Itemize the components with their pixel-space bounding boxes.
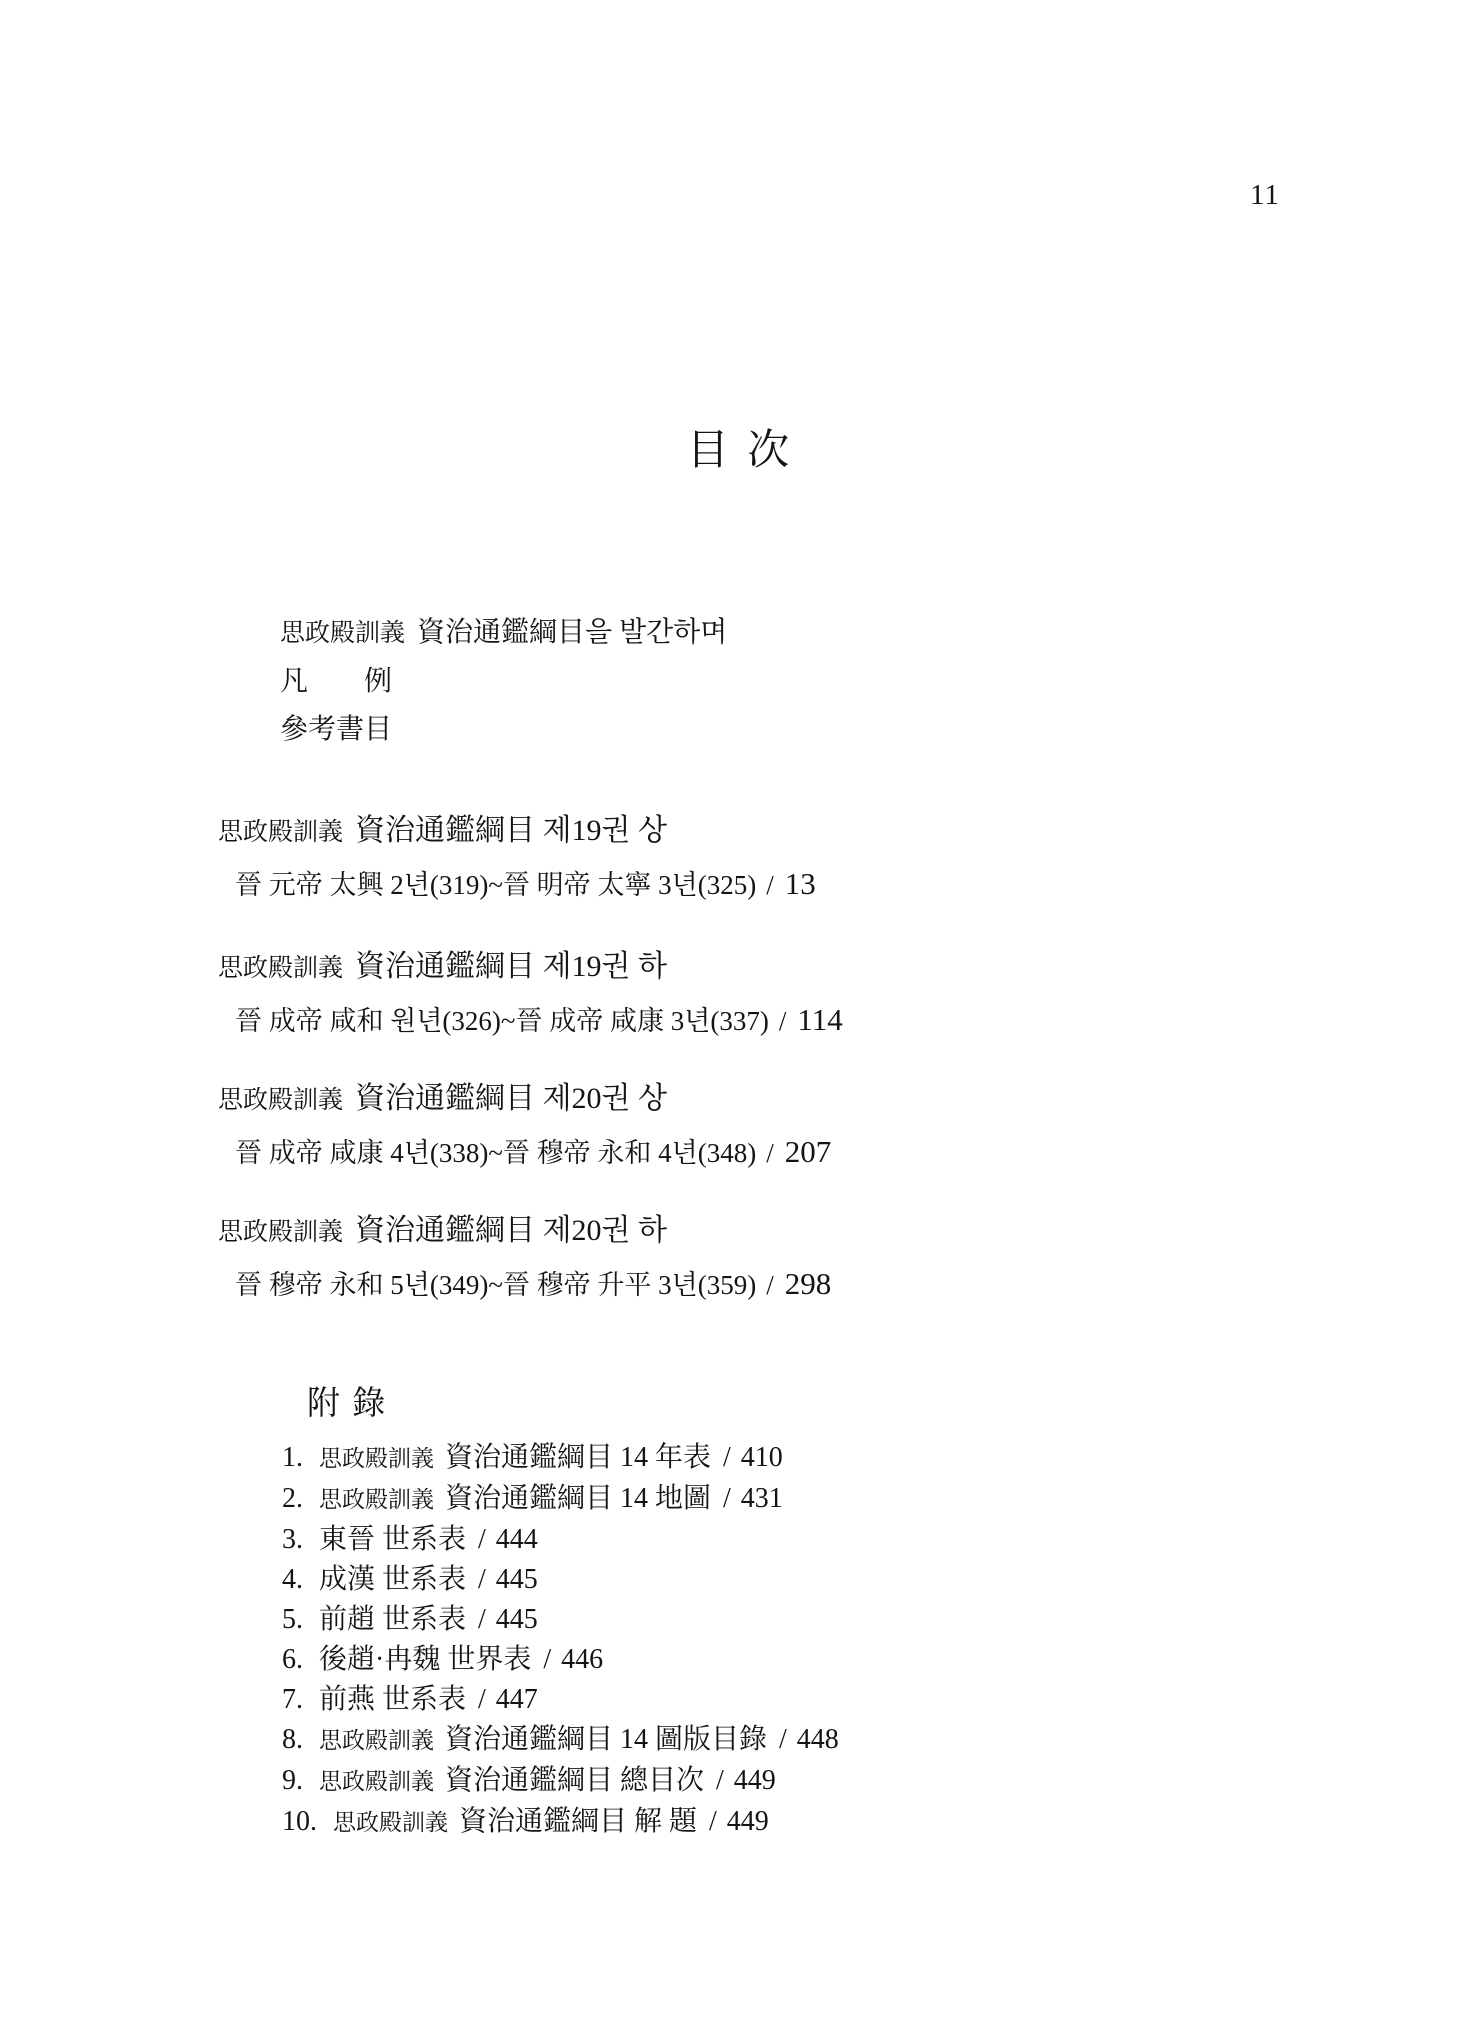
item-number: 6.	[282, 1644, 303, 1675]
date-range: 晉 元帝 太興 2년(319)~晉 明帝 太寧 3년(325)	[235, 870, 757, 900]
front-matter-item	[280, 658, 727, 706]
front-matter-item	[280, 609, 727, 658]
section-heading	[218, 812, 816, 852]
item-page-number: 448	[796, 1724, 839, 1755]
item-number: 7.	[282, 1684, 303, 1715]
page-separator: /	[766, 870, 774, 900]
series-prefix: 思政殿訓義	[319, 1446, 434, 1471]
appendix-item	[282, 1680, 839, 1720]
front-matter-label: 資治通鑑綱目을 발간하며	[417, 617, 728, 648]
appendix-item	[282, 1802, 839, 1843]
item-number: 2.	[282, 1483, 303, 1514]
page-separator: /	[709, 1806, 717, 1837]
page-separator: /	[478, 1564, 486, 1595]
toc-section	[218, 1212, 831, 1304]
section-heading	[218, 948, 843, 988]
item-title: 東晉 世系表	[319, 1524, 467, 1555]
appendix-item	[282, 1761, 839, 1802]
item-number: 5.	[282, 1604, 303, 1635]
section-page-number: 207	[784, 1134, 832, 1169]
toc-section	[218, 948, 843, 1040]
series-prefix: 思政殿訓義	[319, 1487, 434, 1512]
section-title: 資治通鑑綱目 제20권 하	[355, 1214, 667, 1247]
series-prefix: 思政殿訓義	[319, 1728, 434, 1753]
section-title: 資治通鑑綱目 제20권 상	[355, 1082, 667, 1115]
item-page-number: 445	[495, 1564, 538, 1595]
section-range-line	[235, 1265, 831, 1304]
section-heading	[218, 1212, 831, 1252]
item-number: 8.	[282, 1724, 303, 1755]
section-heading	[218, 1080, 831, 1120]
appendix-item	[282, 1520, 839, 1560]
page-separator: /	[478, 1684, 486, 1715]
page-separator: /	[716, 1765, 724, 1796]
front-matter-item	[280, 706, 727, 754]
date-range: 晉 成帝 咸康 4년(338)~晉 穆帝 永和 4년(348)	[235, 1138, 757, 1168]
appendix-item	[282, 1438, 839, 1479]
section-page-number: 13	[784, 866, 816, 901]
item-title: 成漢 世系表	[319, 1564, 467, 1595]
section-title: 資治通鑑綱目 제19권 상	[355, 814, 667, 847]
item-title: 資治通鑑綱目 總目次	[445, 1765, 705, 1796]
series-prefix: 思政殿訓義	[319, 1769, 434, 1794]
series-prefix: 思政殿訓義	[218, 1087, 344, 1114]
item-number: 1.	[282, 1442, 303, 1473]
item-page-number: 449	[733, 1765, 776, 1796]
appendix-list	[282, 1438, 839, 1843]
item-page-number: 449	[726, 1806, 769, 1837]
front-matter-label: 例	[364, 666, 393, 697]
appendix-item	[282, 1720, 839, 1761]
page-separator: /	[723, 1483, 731, 1514]
section-range-line	[235, 1001, 843, 1040]
item-number: 4.	[282, 1564, 303, 1595]
item-page-number: 410	[740, 1442, 783, 1473]
page-separator: /	[478, 1524, 486, 1555]
page-separator: /	[723, 1442, 731, 1473]
section-page-number: 298	[784, 1266, 832, 1301]
series-prefix: 思政殿訓義	[333, 1810, 448, 1835]
appendix-item	[282, 1600, 839, 1640]
page-separator: /	[779, 1724, 787, 1755]
item-title: 資治通鑑綱目 14 年表	[445, 1442, 712, 1473]
section-range-line	[235, 1133, 831, 1172]
item-title: 前趙 世系表	[319, 1604, 467, 1635]
series-prefix: 思政殿訓義	[218, 1219, 344, 1246]
item-number: 10.	[282, 1806, 317, 1837]
section-range-line	[235, 865, 816, 904]
appendix-item	[282, 1640, 839, 1680]
section-title: 資治通鑑綱目 제19권 하	[355, 950, 667, 983]
item-title: 資治通鑑綱目 解 題	[459, 1806, 698, 1837]
page-separator: /	[543, 1644, 552, 1675]
date-range: 晉 成帝 咸和 원년(326)~晉 成帝 咸康 3년(337)	[235, 1006, 769, 1036]
page-separator: /	[778, 1006, 787, 1036]
section-page-number: 114	[797, 1002, 843, 1037]
toc-section	[218, 1080, 831, 1172]
page-title: 目 次	[686, 428, 794, 474]
date-range: 晉 穆帝 永和 5년(349)~晉 穆帝 升平 3년(359)	[235, 1270, 757, 1300]
page-separator: /	[478, 1604, 486, 1635]
item-number: 9.	[282, 1765, 303, 1796]
appendix-item	[282, 1479, 839, 1520]
item-page-number: 446	[561, 1644, 604, 1675]
item-page-number: 431	[740, 1483, 783, 1514]
item-title: 前燕 世系表	[319, 1684, 467, 1715]
front-matter-label: 凡	[280, 666, 309, 697]
series-prefix: 思政殿訓義	[218, 819, 344, 846]
series-prefix: 思政殿訓義	[218, 955, 344, 982]
item-page-number: 444	[495, 1524, 538, 1555]
toc-section	[218, 812, 816, 904]
page-number: 11	[1250, 179, 1280, 211]
appendix-item	[282, 1560, 839, 1600]
series-prefix: 思政殿訓義	[280, 620, 406, 647]
item-title: 資治通鑑綱目 14 圖版目錄	[445, 1724, 768, 1755]
item-number: 3.	[282, 1524, 303, 1555]
item-page-number: 445	[495, 1604, 538, 1635]
front-matter-list	[280, 609, 727, 754]
appendix-heading: 附 錄	[307, 1386, 388, 1422]
item-title: 資治通鑑綱目 14 地圖	[445, 1483, 712, 1514]
item-title: 後趙·冉魏 世界表	[319, 1644, 532, 1675]
page-separator: /	[766, 1138, 774, 1168]
front-matter-label: 參考書目	[280, 714, 393, 745]
page-separator: /	[766, 1270, 774, 1300]
item-page-number: 447	[495, 1684, 538, 1715]
